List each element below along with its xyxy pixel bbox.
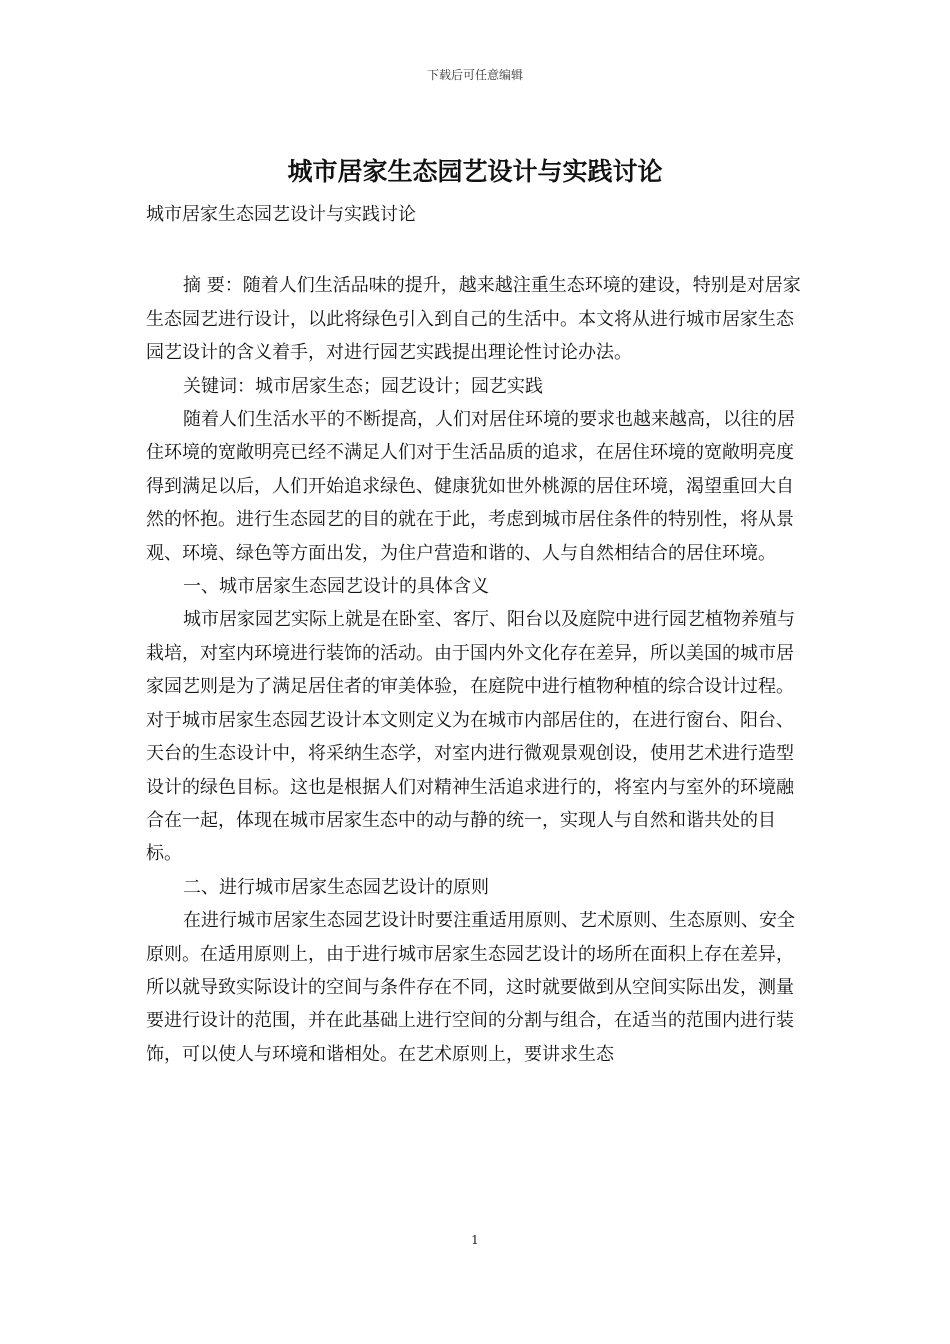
abstract-paragraph: 摘 要：随着人们生活品味的提升，越来越注重生态环境的建设，特别是对居家生态园艺进行设计，以此将绿色引入到自己的生活中。本文将从进行城市居家生态园艺设计的含义着手，对进行园艺实践提出理论性讨论办法。: [146, 275, 801, 364]
document-subtitle: 城市居家生态园艺设计与实践讨论: [146, 204, 416, 225]
document-body: [146, 198, 810, 1071]
intro-paragraph: 随着人们生活水平的不断提高，人们对居住环境的要求也越来越高，以往的居住环境的宽敞明亮已经不满足人们对于生活品质的追求，在居住环境的宽敞明亮度得到满足以后，人们开始追求绿色、健康犹如世外桃源的居住环境，渴望重回大自然的怀抱。进行生态园艺的目的就在于此，考虑到城市居住条件的特别性，将从景观、环境、绿色等方面出发，为住户营造和谐的、人与自然相结合的居住环境。: [146, 409, 795, 564]
header-note: 下载后可任意编辑: [426, 68, 523, 82]
section2-heading: 二、进行城市居家生态园艺设计的原则: [183, 876, 489, 898]
document-title: 城市居家生态园艺设计与实践讨论: [287, 157, 663, 186]
section1-heading: 一、城市居家生态园艺设计的具体含义: [183, 576, 489, 598]
section1-paragraph: 城市居家园艺实际上就是在卧室、客厅、阳台以及庭院中进行园艺植物养殖与栽培，对室内环境进行装饰的活动。由于国内外文化存在差异，所以美国的城市居家园艺则是为了满足居住者的审美体验，在庭院中进行植物种植的综合设计过程。对于城市居家生态园艺设计本文则定义为在城市内部居住的，在进行窗台、阳台、天台的生态设计中，将采纳生态学，对室内进行微观景观创设，使用艺术进行造型设计的绿色目标。这也是根据人们对精神生活追求进行的，将室内与室外的环境融合在一起，体现在城市居家生态中的动与静的统一，实现人与自然和谐共处的目标。: [146, 609, 795, 865]
page-number: 1: [471, 1233, 479, 1247]
section2-paragraph: 在进行城市居家生态园艺设计时要注重适用原则、艺术原则、生态原则、安全原则。在适用原则上，由于进行城市居家生态园艺设计的场所在面积上存在差异，所以就导致实际设计的空间与条件存在不同，这时就要做到从空间实际出发，测量要进行设计的范围，并在此基础上进行空间的分割与组合，在适当的范围内进行装饰，可以使人与环境和谐相处。在艺术原则上，要讲求生态: [146, 910, 795, 1065]
keywords-paragraph: 关键词：城市居家生态；园艺设计；园艺实践: [183, 375, 543, 397]
